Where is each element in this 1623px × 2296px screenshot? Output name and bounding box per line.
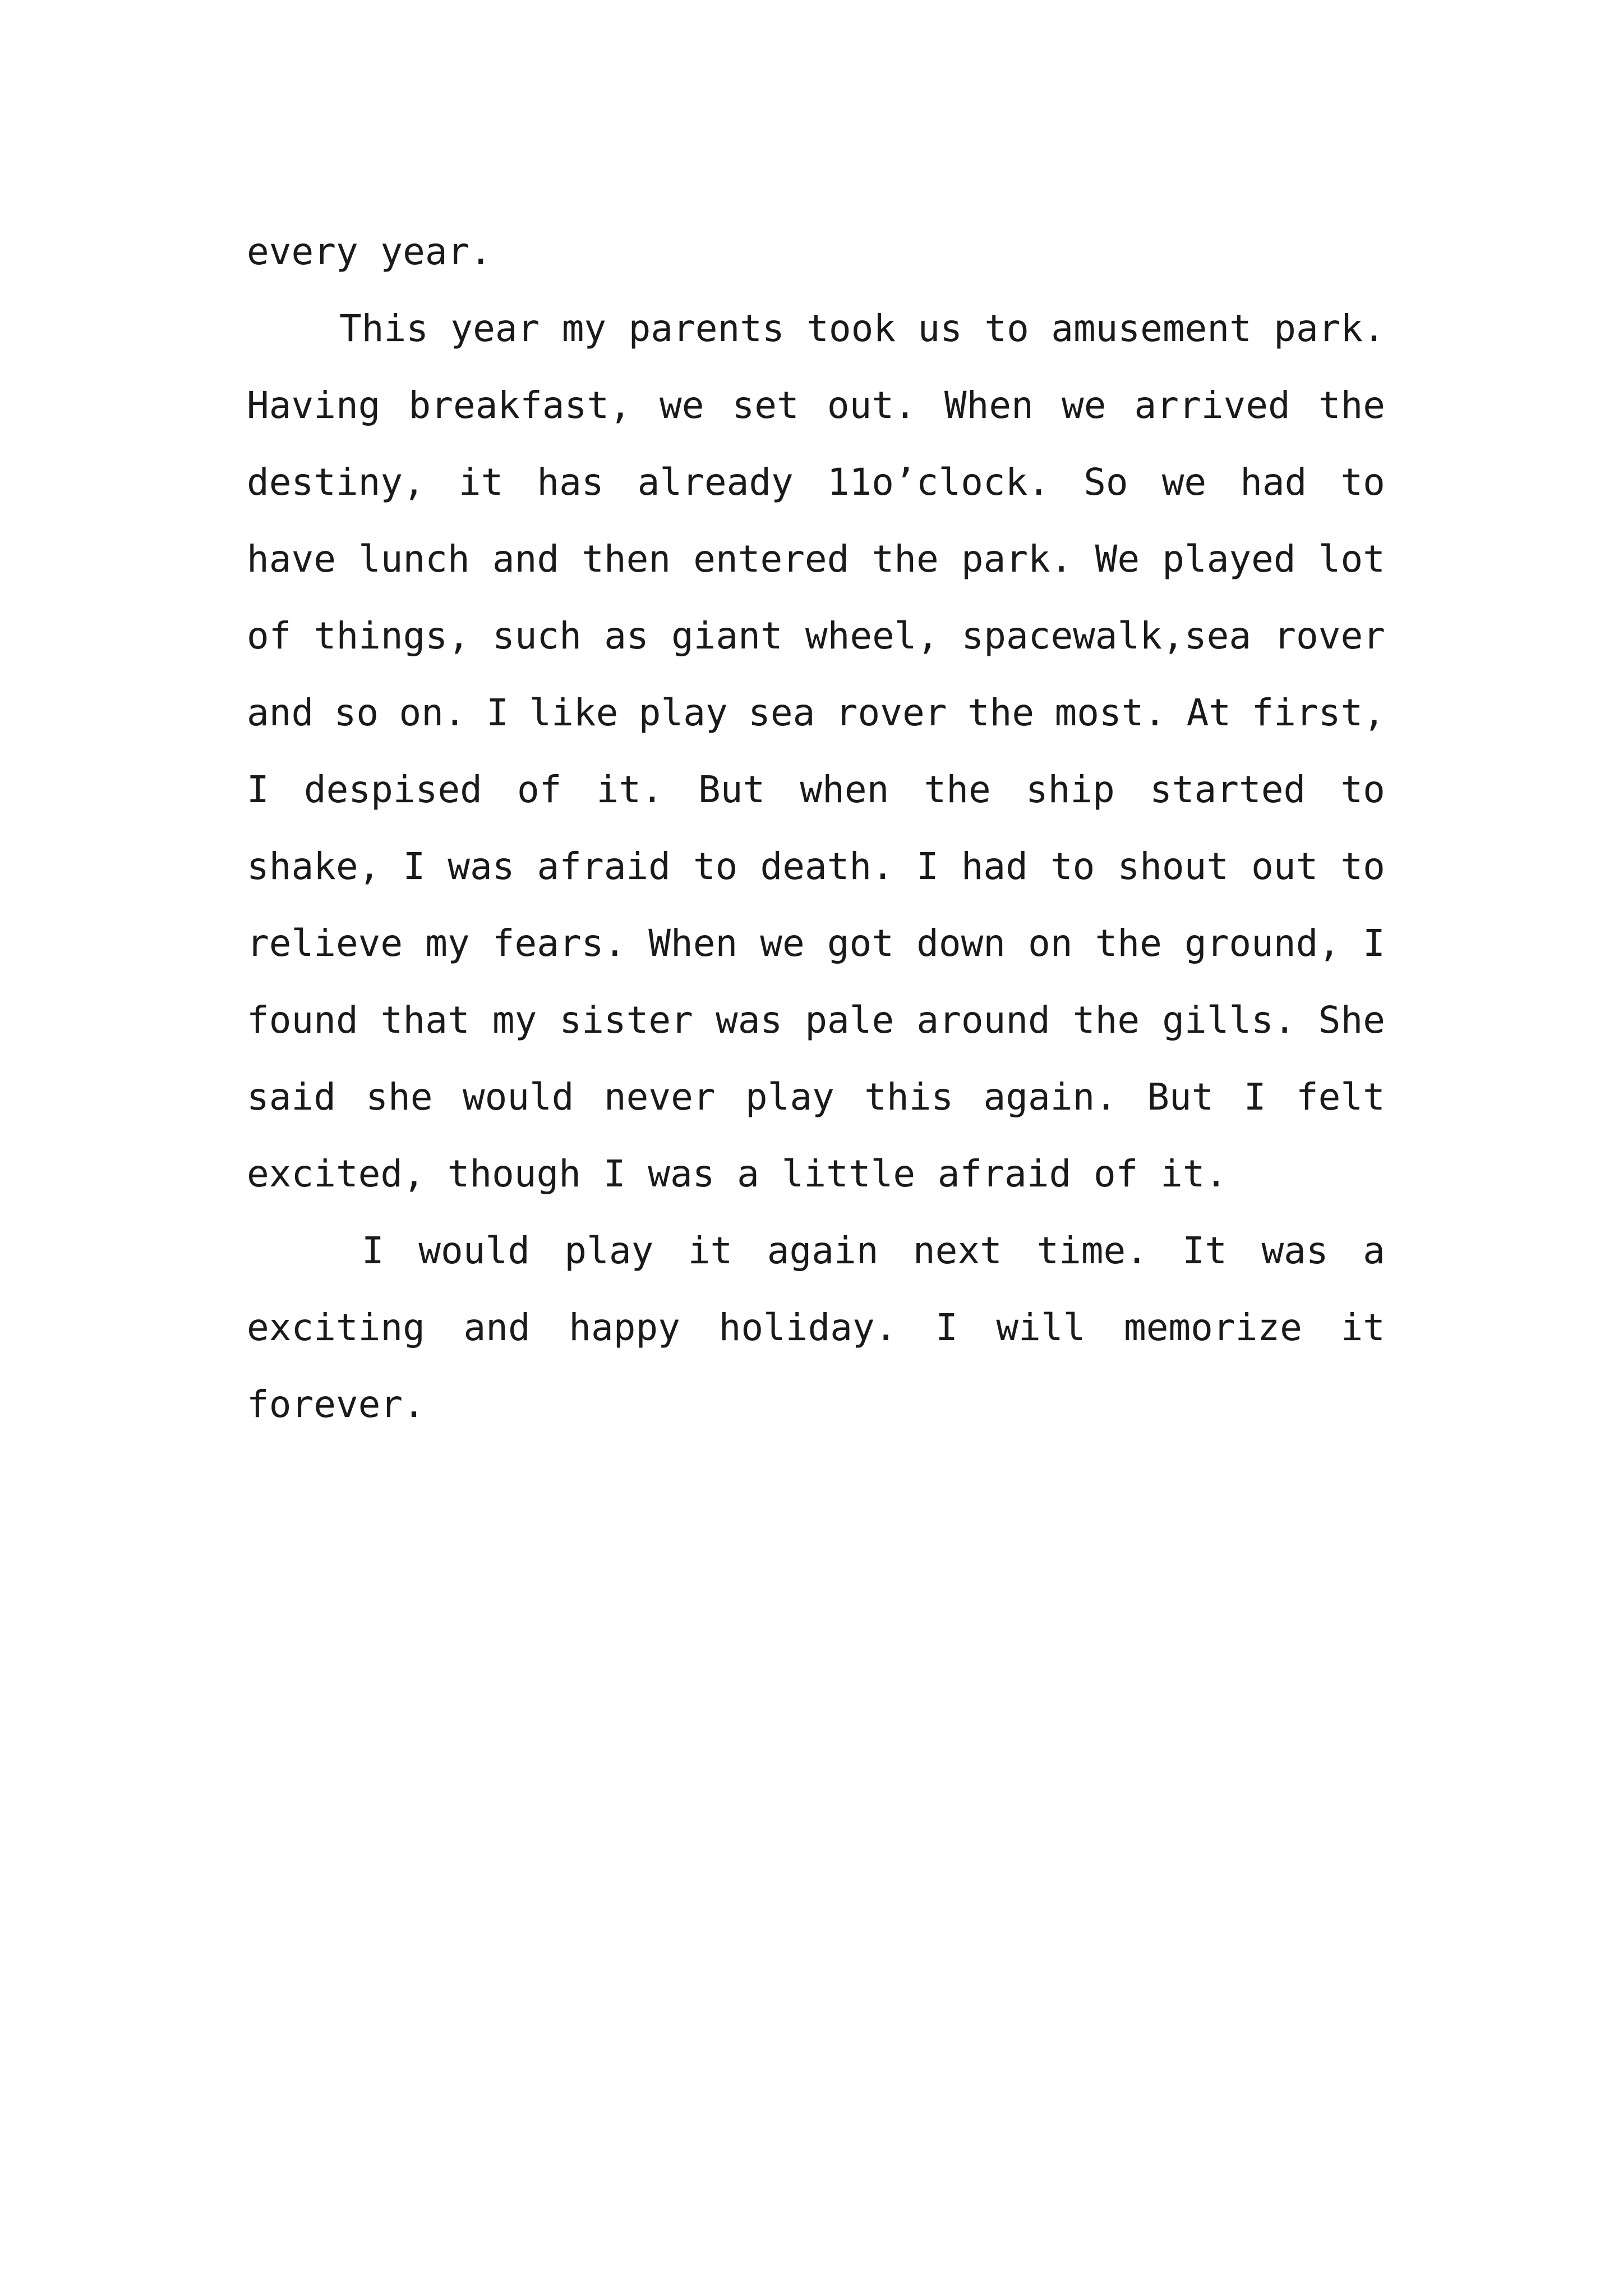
word: entered [693,537,850,581]
word: the [924,768,991,811]
paragraph-start-line [247,290,1385,367]
word: rover [1274,614,1385,657]
word: year [450,307,540,350]
word: had [961,845,1028,888]
word: sister [559,999,693,1042]
word: a [1363,1229,1385,1272]
text-line [247,828,1385,905]
word: play [564,1229,654,1272]
word: my [561,307,607,350]
word: we [659,384,704,427]
word: I [935,1306,958,1349]
word: shake, [247,845,381,888]
word: got [827,922,895,965]
word: destiny, [247,461,425,504]
word: will [996,1306,1086,1349]
word: was [715,999,783,1042]
word: fears. [492,922,626,965]
word: ground, [1184,922,1341,965]
word: giant [671,614,783,657]
word: like [529,691,619,734]
word: spacewalk,sea [961,614,1252,657]
word: wheel, [805,614,939,657]
word: down [916,922,1006,965]
word: We [1095,537,1140,581]
word: But [1147,1075,1214,1119]
word: Having [247,384,381,427]
word: it [688,1229,733,1272]
word: exciting [247,1306,425,1349]
word: it. [596,768,663,811]
word: she [366,1075,433,1119]
text-line [247,905,1385,982]
paragraph-end-line: excited, though I was a little afraid of it. [247,1152,1228,1195]
word: gills. [1162,999,1296,1042]
word: I [403,845,426,888]
word: of [517,768,562,811]
text-line [247,982,1385,1059]
word: on. [399,691,466,734]
word: to [693,845,738,888]
text-line [247,367,1385,444]
word: the [967,691,1035,734]
word: we [1161,461,1207,504]
word: was [1261,1229,1329,1272]
word: the [1095,922,1162,965]
word: it [1340,1306,1385,1349]
word: again [767,1229,879,1272]
word: park. [961,537,1073,581]
word: out [1251,845,1318,888]
word: It [1182,1229,1227,1272]
paragraph-start-line [247,1212,1385,1289]
text-line [247,751,1385,828]
word: afraid [537,845,671,888]
word: never [603,1075,716,1119]
word: my [492,999,537,1042]
word: felt [1295,1075,1385,1119]
text-line [247,444,1385,521]
word: the [872,537,939,581]
word: At [1186,691,1232,734]
text-line [247,521,1385,597]
word: things, [313,614,470,657]
word: has [537,461,604,504]
word: to [1050,845,1095,888]
word: holiday. [718,1306,897,1349]
word: next [912,1229,1002,1272]
word: to [984,307,1029,350]
word: this [864,1075,954,1119]
word: found [247,999,358,1042]
word: then [582,537,671,581]
word: the [1318,384,1385,427]
word: amusement [1051,307,1252,350]
word: my [425,922,470,965]
word: and [247,691,314,734]
word: was [448,845,515,888]
word: us [917,307,962,350]
word: have [247,537,336,581]
word: started [1150,768,1306,811]
word: relieve [247,922,403,965]
word: sea [748,691,815,734]
word: parents [628,307,785,350]
paragraph-end-line: forever. [247,1383,425,1426]
word: despised [303,768,482,811]
word: on [1028,922,1073,965]
word: as [604,614,649,657]
word: 11o’clock. [827,461,1050,504]
word: would [418,1229,530,1272]
word: I [362,1229,384,1272]
word: we [1061,384,1106,427]
word: arrived [1134,384,1290,427]
word: death. [760,845,894,888]
word: to [1340,768,1385,811]
word: lot [1318,537,1385,581]
word: When [648,922,738,965]
word: So [1083,461,1128,504]
word: again. [983,1075,1117,1119]
word: pale [805,999,895,1042]
word: set [732,384,799,427]
text-line [247,597,1385,674]
text-line [247,1059,1385,1135]
word: such [492,614,582,657]
word: memorize [1123,1306,1302,1349]
word: we [760,922,805,965]
word: play [638,691,728,734]
word: around [916,999,1050,1042]
word: and [492,537,560,581]
word: said [247,1075,336,1119]
word: of [247,614,292,657]
word: shout [1117,845,1229,888]
word: breakfast, [408,384,631,427]
word: had [1240,461,1307,504]
word: played [1162,537,1296,581]
word: I [486,691,509,734]
word: to [1340,461,1385,504]
word: I [916,845,939,888]
word: most. [1054,691,1166,734]
word: ship [1025,768,1115,811]
word: first, [1251,691,1385,734]
word: when [800,768,889,811]
word: I [247,768,269,811]
word: park. [1274,307,1385,350]
word: would [462,1075,574,1119]
word: took [806,307,896,350]
word: play [745,1075,834,1119]
word: out. [827,384,916,427]
word: already [637,461,794,504]
text-line: every year. [247,230,492,273]
word: time. [1036,1229,1149,1272]
word: This [339,307,428,350]
word: happy [569,1306,680,1349]
word: lunch [358,537,470,581]
word: She [1318,999,1385,1042]
word: to [1340,845,1385,888]
word: But [698,768,766,811]
text-line [247,1289,1385,1366]
word: the [1072,999,1140,1042]
text-line [247,674,1385,751]
word: I [1243,1075,1266,1119]
word: rover [835,691,947,734]
word: that [380,999,470,1042]
word: and [463,1306,531,1349]
word: it [458,461,504,504]
word: When [944,384,1034,427]
essay-body [247,213,1385,1443]
word: so [334,691,379,734]
word: I [1363,922,1385,965]
